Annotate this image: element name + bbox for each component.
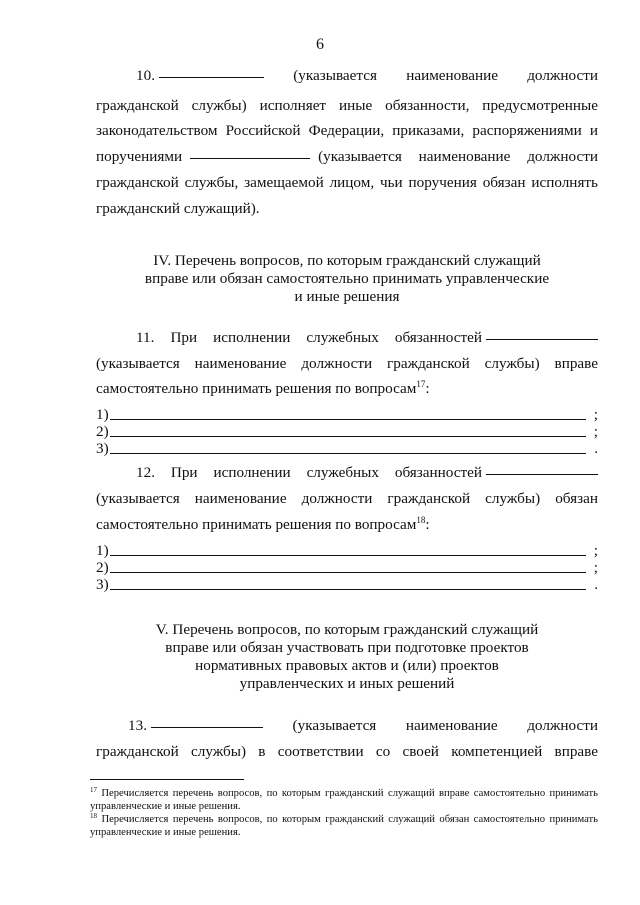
section5-heading-line3: нормативных правовых актов и (или) проектов [195, 657, 499, 674]
item10-line5: гражданской службы, замещаемой лицом, чьи поручения обязан исполнять [96, 174, 598, 191]
item10-line3: законодательством Российской Федерации, приказами, распоряжениями и [96, 122, 598, 139]
section4-heading-line1: IV. Перечень вопросов, по которым гражданский служащий [153, 252, 541, 269]
footnote-ref-17: 17 [416, 379, 426, 389]
list-item-punct: . [594, 440, 598, 457]
item12-line3-text: самостоятельно принимать решения по вопросам [96, 516, 417, 533]
list-item-punct: ; [593, 423, 598, 440]
fill-in-line [110, 419, 586, 420]
item11-line3 [96, 380, 598, 398]
item10-line1-text: (указывается наименование должности [293, 67, 598, 84]
item12-list-item [96, 559, 598, 577]
item11-line3-text: самостоятельно принимать решения по вопросам [96, 380, 417, 397]
item10-line4-text: (указывается наименование должности [318, 148, 598, 165]
item10-line2: гражданской службы) исполняет иные обязанности, предусмотренные [96, 97, 598, 114]
item12-blank [486, 473, 598, 475]
item10-number: 10. [136, 67, 155, 84]
section5-heading-line2: вправе или обязан участвовать при подготовке проектов [165, 639, 529, 656]
item10-line1 [136, 67, 598, 85]
fill-in-line [110, 589, 586, 590]
list-item-number: 1) [96, 406, 109, 423]
item12-line1 [136, 464, 598, 482]
section4-heading-line3: и иные решения [294, 288, 400, 305]
list-item-number: 3) [96, 576, 109, 593]
item11-list-item [96, 406, 598, 424]
footnote-18-ref: 18 [90, 812, 97, 820]
item10-blank-2 [190, 157, 310, 159]
section5-heading-line4: управленческих и иных решений [239, 675, 455, 692]
list-item-number: 3) [96, 440, 109, 457]
item12-list-item [96, 542, 598, 560]
footnote-18 [90, 813, 598, 839]
item10-line6: гражданский служащий). [96, 200, 260, 217]
list-item-punct: ; [593, 542, 598, 559]
item12-line1-text: 12. При исполнении служебных обязанностей [136, 464, 482, 481]
item12-line2: (указывается наименование должности гражданской службы) обязан [96, 490, 598, 507]
item12-colon: : [425, 516, 430, 533]
item12-line3 [96, 516, 598, 534]
item11-colon: : [425, 380, 430, 397]
footnote-17 [90, 787, 598, 813]
list-item-number: 2) [96, 559, 109, 576]
item10-blank [159, 76, 264, 78]
footnote-17-text: Перечисляется перечень вопросов, по которым гражданский служащий вправе самостоятельно принимать управленческие и иные решения. [90, 788, 598, 812]
footnote-18-text: Перечисляется перечень вопросов, по которым гражданский служащий обязан самостоятельно принимать управленческие и иные решения. [90, 814, 598, 838]
item13-line2: гражданской службы) в соответствии со своей компетенцией вправе [96, 743, 598, 760]
list-item-punct: ; [593, 406, 598, 423]
footnote-separator [90, 779, 244, 780]
item11-blank [486, 338, 598, 340]
item11-line1-text: 11. При исполнении служебных обязанностей [136, 329, 482, 346]
item11-list-item [96, 423, 598, 441]
item10-poruch-label: поручениями [96, 148, 183, 165]
item11-line1 [136, 329, 598, 347]
fill-in-line [110, 555, 586, 556]
footnote-ref-18: 18 [416, 515, 426, 525]
fill-in-line [110, 436, 586, 437]
item13-line1 [128, 717, 598, 735]
fill-in-line [110, 453, 586, 454]
item12-list-item [96, 576, 598, 594]
section5-heading [96, 621, 598, 693]
item13-number: 13. [128, 717, 147, 734]
item11-line2: (указывается наименование должности гражданской службы) вправе [96, 355, 598, 372]
section4-heading [96, 252, 598, 306]
fill-in-line [110, 572, 586, 573]
item11-list-item [96, 440, 598, 458]
list-item-number: 2) [96, 423, 109, 440]
section4-heading-line2: вправе или обязан самостоятельно принимать управленческие [144, 270, 550, 287]
list-item-number: 1) [96, 542, 109, 559]
item13-blank [151, 726, 263, 728]
section5-heading-line1: V. Перечень вопросов, по которым гражданский служащий [155, 621, 539, 638]
item10-line4 [96, 148, 598, 166]
page-number: 6 [316, 36, 324, 53]
footnote-17-ref: 17 [90, 786, 97, 794]
list-item-punct: . [594, 576, 598, 593]
list-item-punct: ; [593, 559, 598, 576]
item13-line1-text: (указывается наименование должности [292, 717, 598, 734]
